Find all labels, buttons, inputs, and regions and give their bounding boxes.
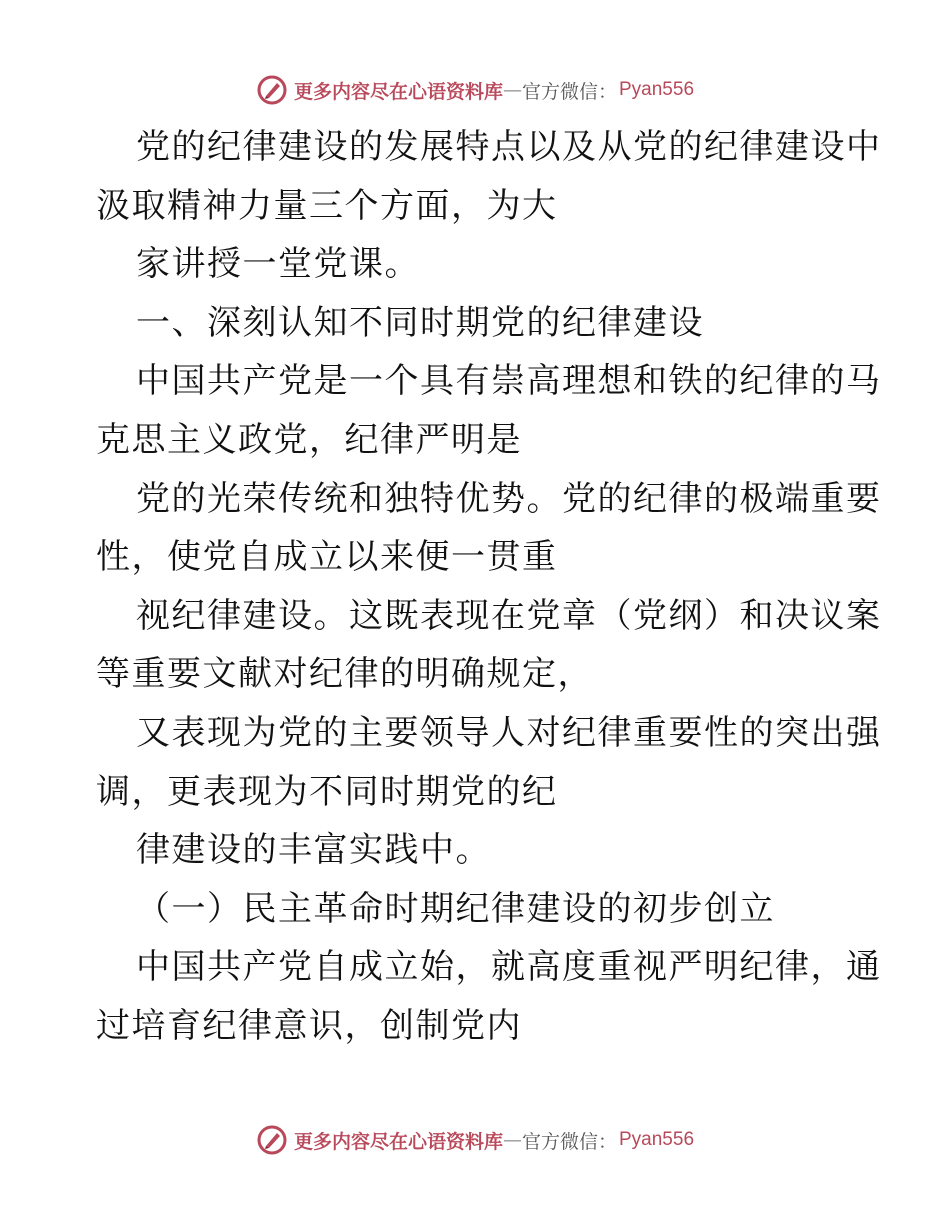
watermark-wechat-id: Pyan556 (619, 79, 695, 100)
body-line: 克思主义政党，纪律严明是 (96, 419, 522, 460)
watermark-label: 官方微信： (521, 1130, 617, 1153)
document-body (96, 118, 882, 1056)
body-line: 中国共产党自成立始，就高度重视严明纪律，通 (136, 947, 882, 988)
pen-logo-icon (256, 74, 288, 106)
header-watermark (0, 72, 950, 108)
body-line: 党的纪律建设的发展特点以及从党的纪律建设中 (136, 127, 882, 167)
watermark-wechat-id: Pyan556 (619, 1129, 695, 1150)
body-line: 律建设的丰富实践中。 (136, 830, 491, 871)
watermark-brand: 更多内容尽在心语资料库 (293, 1130, 503, 1153)
watermark-dash: — (502, 1129, 522, 1151)
body-line: 又表现为党的主要领导人对纪律重要性的突出强 (136, 712, 882, 753)
pen-logo-icon (256, 1124, 288, 1156)
section-heading: 一、深刻认知不同时期党的纪律建设 (136, 302, 704, 343)
watermark-label: 官方微信： (521, 80, 617, 103)
body-line: 家讲授一堂党课。 (136, 244, 420, 285)
watermark-brand: 更多内容尽在心语资料库 (293, 80, 503, 103)
watermark-dash: — (502, 79, 522, 101)
footer-watermark (0, 1122, 950, 1158)
body-line: 调，更表现为不同时期党的纪 (96, 771, 558, 812)
body-line: 中国共产党是一个具有崇高理想和铁的纪律的马 (136, 361, 882, 402)
body-line: 视纪律建设。这既表现在党章（党纲）和决议案 (136, 595, 882, 636)
body-line: 党的光荣传统和独特优势。党的纪律的极端重要 (136, 478, 882, 519)
body-line: 汲取精神力量三个方面，为大 (96, 185, 558, 226)
subsection-heading: （一）民主革命时期纪律建设的初步创立 (136, 888, 775, 929)
body-line: 性，使党自成立以来便一贯重 (96, 537, 558, 578)
body-line: 过培育纪律意识，创制党内 (96, 1005, 522, 1046)
body-line: 等重要文献对纪律的明确规定， (96, 654, 593, 695)
